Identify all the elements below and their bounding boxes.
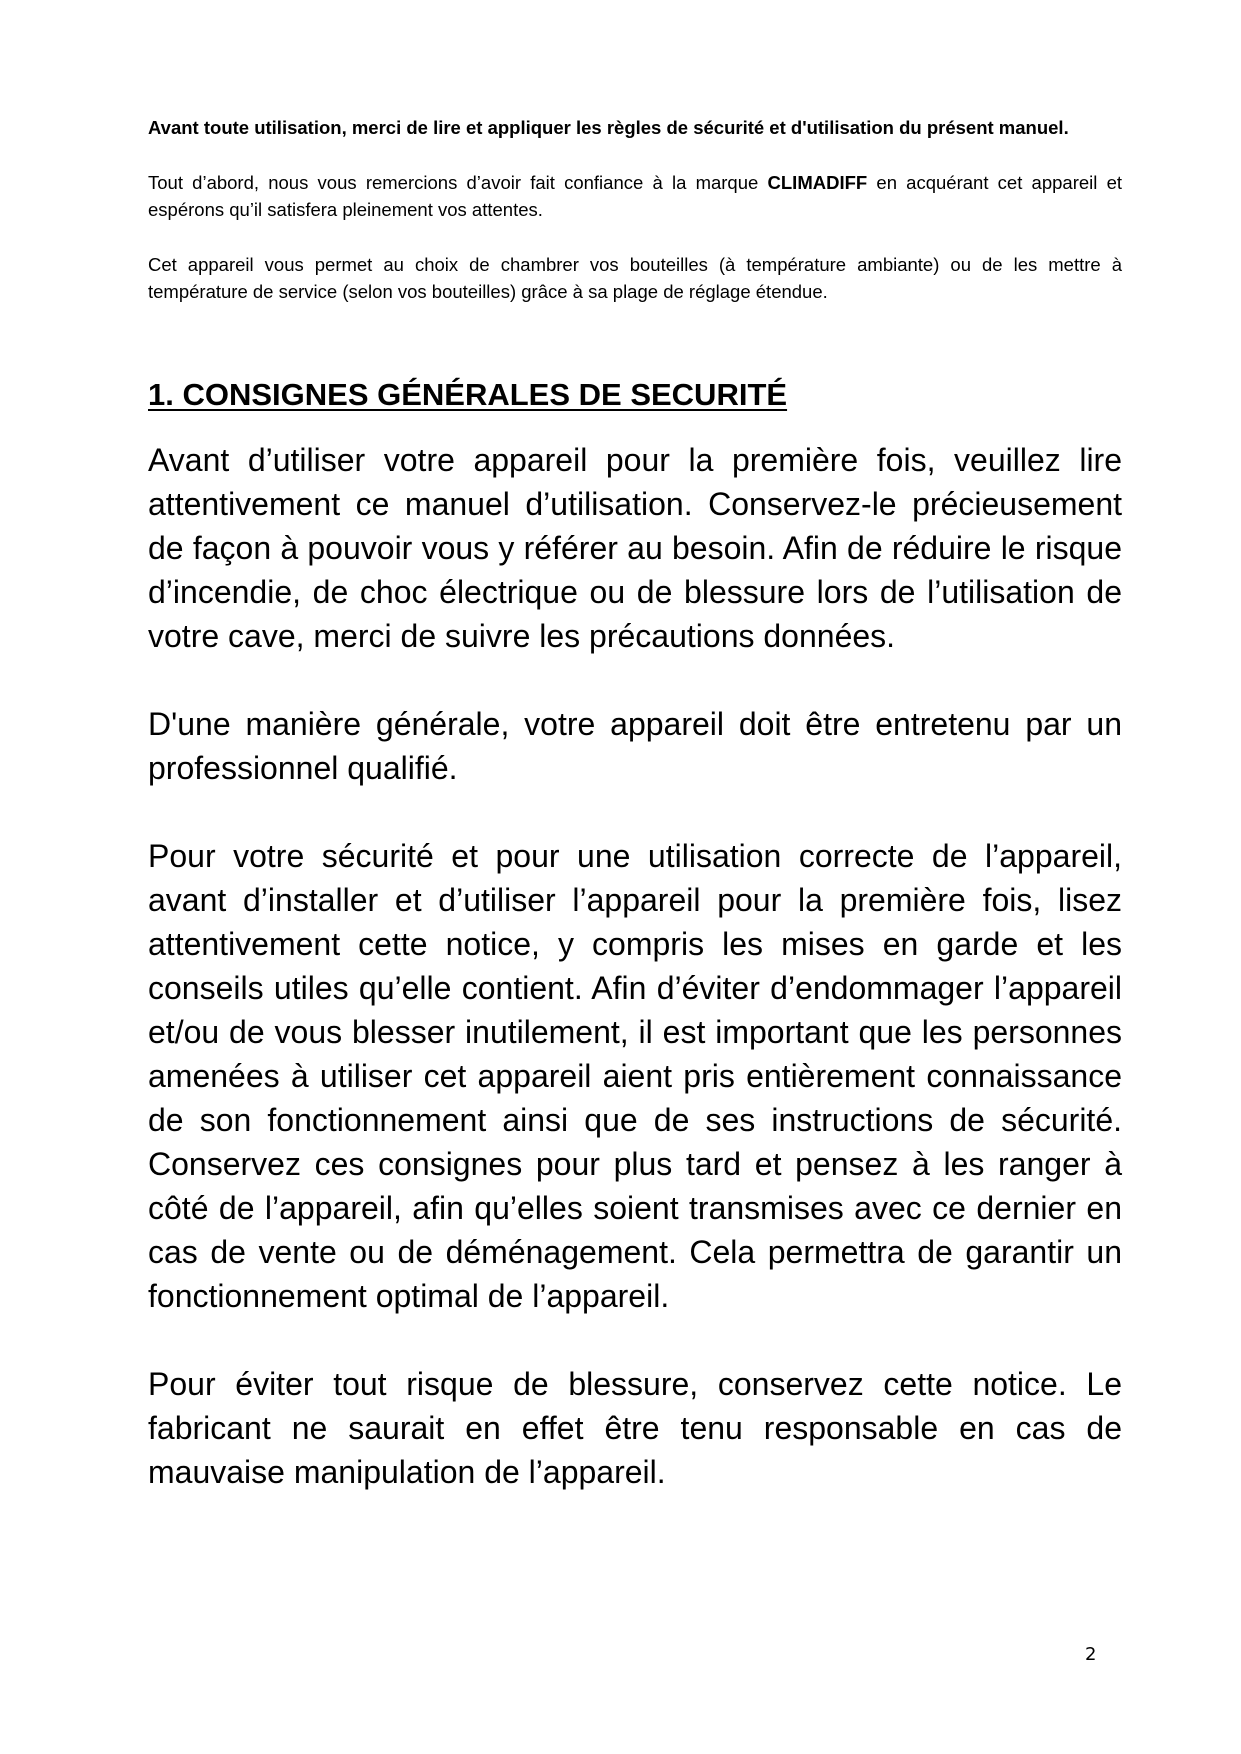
brand-name: CLIMADIFF: [767, 171, 868, 193]
intro-description: Cet appareil vous permet au choix de chambrer vos bouteilles (à température ambiante) ou de les mettre à température de service (selon vos bouteilles) grâce à sa plage de réglage étendue.: [148, 253, 1122, 302]
paragraph-liability: Pour éviter tout risque de blessure, conservez cette notice. Le fabricant ne saurait en effet être tenu responsable en cas de mauvaise manipulation de l’appareil.: [148, 1366, 1122, 1490]
section-body: [148, 438, 1122, 1494]
intro-thanks-before: Tout d’abord, nous vous remercions d’avoir fait confiance à la marque: [148, 171, 768, 193]
intro-thanks: [148, 169, 1122, 224]
page-number: 2: [1085, 1644, 1097, 1665]
paragraph-safety-instructions: Pour votre sécurité et pour une utilisation correcte de l’appareil, avant d’installer et d’utiliser l’appareil pour la première fois, lisez attentivement cette notice, y compris les mises en garde et les conseils utiles qu’elle contient. Afin d’éviter d’endommager l’appareil et/ou de vous blesser inutilement, il est important que les personnes amenées à utiliser cet appareil aient pris entièrement connaissance de son fonctionnement ainsi que de ses instructions de sécurité. Conservez ces consignes pour plus tard et pensez à les ranger à côté de l’appareil, afin qu’elles soient transmises avec ce dernier en cas de vente ou de déménagement. Cela permettra de garantir un fonctionnement optimal de l’appareil.: [148, 838, 1122, 1314]
document-page: [148, 114, 1122, 1490]
paragraph-maintenance: D'une manière générale, votre appareil doit être entretenu par un professionnel qualifié.: [148, 706, 1122, 786]
section-title: 1. CONSIGNES GÉNÉRALES DE SECURITÉ: [148, 377, 788, 412]
paragraph-usage-manual: Avant d’utiliser votre appareil pour la première fois, veuillez lire attentivement ce manuel d’utilisation. Conservez-le précieusement de façon à pouvoir vous y référer au besoin. Afin de réduire le risque d’incendie, de choc électrique ou de blessure lors de l’utilisation de votre cave, merci de suivre les précautions données.: [148, 442, 1122, 654]
intro-thanks-after: en acquérant cet appareil et espérons qu’il satisfera pleinement vos attentes.: [148, 171, 1122, 220]
intro-warning: Avant toute utilisation, merci de lire et appliquer les règles de sécurité et d'utilisation du présent manuel.: [148, 117, 1069, 138]
